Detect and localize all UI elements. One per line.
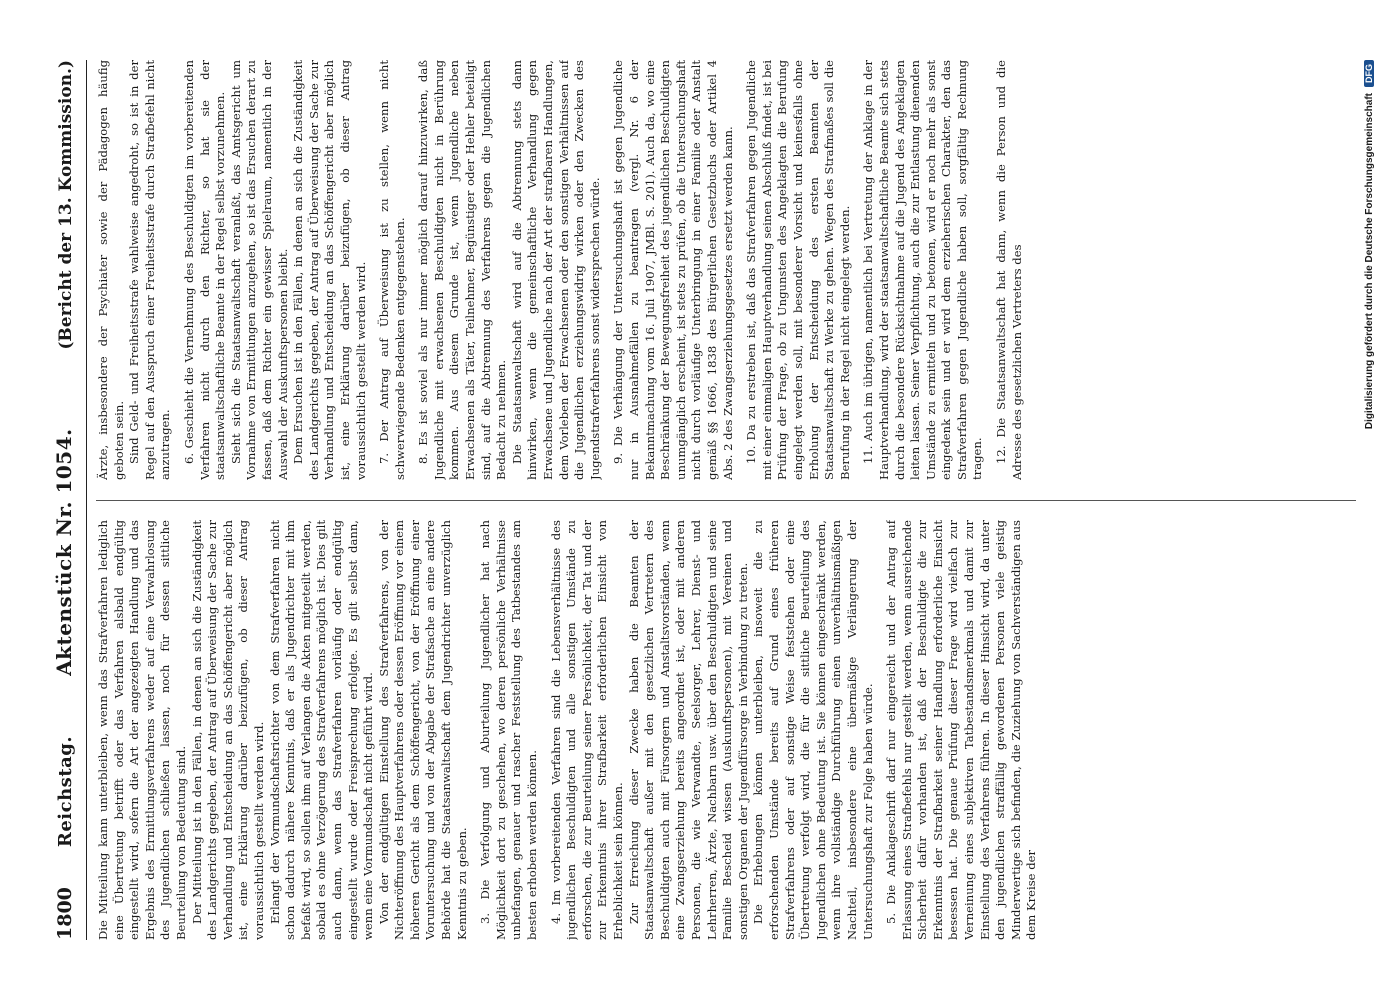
paragraph: Die Erhebungen können unterbleiben, insoweit die zu erforschenden Umstände bereits auf Grund eines früheren Strafverfahrens oder auf sonstige Weise feststehen oder eine Übertretung verfolgt wird, die für die sittliche Beurteilung des Jugendlichen ohne Bedeutung ist. Sie können eingeschränkt werden, wenn ihre vollständige Durchführung einen unverhältnismäßigen Nachteil, insbesondere eine übermäßige Verlängerung der Untersuchungshaft zur Folge haben würde. [751,520,875,940]
paragraph: Ärzte, insbesondere der Psychiater sowie der Pädagogen häufig geboten sein. [96,60,126,480]
paragraph: 9. Die Verhängung der Untersuchungshaft ist gegen Jugendliche nur in Ausnahmefällen zu beantragen (vergl. Nr. 6 der Bekanntmachung vom 16. Juli 1907, JMBl. S. 201). Auch da, wo eine Beschränkung der Bewegungsfreiheit des jugendlichen Beschuldigten unumgänglich erscheint, ist stets zu prüfen, ob die Untersuchungshaft nicht durch vorläufige Unterbringung in einer Familie oder Anstalt gemäß §§ 1666, 1838 des Bürgerlichen Gesetzbuchs oder Artikel 4 Abs. 2 des Zwangserziehungsgesetzes ersetzt werden kann. [611,60,735,480]
paragraph: Erlangt der Vormundschaftsrichter von dem Strafverfahren nicht schon dadurch nähere Kenntnis, daß er als Jugendrichter mit ihm befaßt wird, so sollen ihm auf Verlangen die Akten mitgeteilt werden, sobald es ohne Verzögerung des Strafverfahrens möglich ist. Dies gilt auch dann, wenn das Strafverfahren vorläufig oder endgültig eingestellt wurde oder Freisprechung erfolgte. Es gilt selbst dann, wenn eine Vormundschaft nicht geführt wird. [267,520,376,940]
text-column-left [96,520,1351,940]
header-title: Aktenstück Nr. 1054. [52,428,76,676]
text-column-right [96,60,1351,480]
paragraph: 10. Da zu erstreben ist, daß das Strafverfahren gegen Jugendliche mit einer einmaligen Hauptverhandlung seinen Abschluß findet, ist bei Prüfung der Frage, ob zu Ungunsten des Angeklagten die Berufung eingelegt werden soll, mit besonderer Vorsicht und keinesfalls ohne Erholung der Entscheidung des ersten Beamten der Staatsanwaltschaft zu Werke zu gehen. Wegen des Strafmaßes soll die Berufung in der Regel nicht eingelegt werden. [744,60,852,480]
column-divider [96,500,1356,501]
header-left: Reichstag. [55,735,76,848]
paragraph: 5. Die Anklageschrift darf nur eingereicht und der Antrag auf Erlassung eines Strafbefehls nur gestellt werden, wenn ausreichende Sicherheit dafür vorhanden ist, daß der Beschuldigte die zur Erkenntnis der Strafbarkeit seiner Handlung erforderliche Einsicht besessen hat. Die genaue Prüfung dieser Frage wird vielfach zur Verneinung eines subjektiven Tatbestandsmerkmals und damit zur Einstellung des Verfahrens führen. In dieser Hinsicht wird, da unter den jugendlichen straffällig gewordenen Personen viele geistig Minderwertige sich befinden, die Zuziehung von Sachverständigen aus dem Kreise der [884,520,1039,940]
page-number: 1800 [54,887,76,940]
paragraph: 6. Geschieht die Vernehmung des Beschuldigten im vorbereitenden Verfahren nicht durch den Richter, so hat sie der staatsanwaltschaftliche Beamte in der Regel selbst vorzunehmen. [181,60,228,480]
paragraph: 12. Die Staatsanwaltschaft hat dann, wenn die Person und die Adresse des gesetzlichen Vertreters des [994,60,1024,480]
paragraph: 11. Auch im übrigen, namentlich bei Vertretung der Anklage in der Hauptverhandlung, wird der staatsanwaltschaftliche Beamte sich stets durch die besondere Rücksichtnahme auf die Jugend des Angeklagten leiten lassen. Seiner Verpflichtung, auch die zur Entlastung dienenden Umstände zu ermitteln und zu betonen, wird er noch mehr als sonst eingedenk sein und er wird dem erzieherischen Charakter, den das Strafverfahren gegen Jugendliche haben soll, sorgfältig Rechnung tragen. [861,60,985,480]
paragraph: Von der endgültigen Einstellung des Strafverfahrens, von der Nichteröffnung des Hauptverfahrens oder dessen Eröffnung vor einem höheren Gericht als dem Schöffengericht, von der Eröffnung einer Voruntersuchung und von der Abgabe der Strafsache an eine andere Behörde hat die Staatsanwaltschaft dem Jugendrichter unverzüglich Kenntnis zu geben. [376,520,469,940]
paragraph: Der Mitteilung ist in den Fällen, in denen an sich die Zuständigkeit des Landgerichts gegeben, der Antrag auf Überweisung der Sache zur Verhandlung und Entscheidung an das Schöffengericht aber möglich ist, eine Erklärung darüber beizufügen, ob dieser Antrag voraussichtlich gestellt werden wird. [189,520,266,940]
paragraph: 8. Es ist soviel als nur immer möglich darauf hinzuwirken, daß Jugendliche mit erwachsenen Beschuldigten nicht in Berührung kommen. Aus diesem Grunde ist, wenn Jugendliche neben Erwachsenen als Täter, Teilnehmer, Begünstiger oder Hehler beteiligt sind, auf die Abtrennung des Verfahrens gegen die Jugendlichen Bedacht zu nehmen. [416,60,509,480]
paragraph: 4. Im vorbereitenden Verfahren sind die Lebensverhältnisse des jugendlichen Beschuldigten und alle sonstigen Umstände zu erforschen, die zur Beurteilung seiner Persönlichkeit, der Tat und der zur Erkenntnis ihrer Strafbarkeit erforderlichen Einsicht von Erheblichkeit sein können. [548,520,625,940]
header-rule [86,60,87,940]
paragraph: Sind Geld- und Freiheitsstrafe wahlweise angedroht, so ist in der Regel auf den Ausspruch einer Freiheitsstrafe durch Strafbefehl nicht anzutragen. [127,60,173,480]
paragraph: Zur Erreichung dieser Zwecke haben die Beamten der Staatsanwaltschaft außer mit den gesetzlichen Vertretern des Beschuldigten auch mit Fürsorgern und Anstaltsvorständen, wenn eine Zwangserziehung bereits angeordnet ist, oder mit anderen Personen, die wie Verwandte, Seelsorger, Lehrer, Dienst- und Lehrherren, Ärzte, Nachbarn usw. über den Beschuldigten und seine Familie Bescheid wissen (Auskunftspersonen), mit Vereinen und sonstigen Organen der Jugendfürsorge in Verbindung zu treten. [626,520,750,940]
paragraph: Sieht sich die Staatsanwaltschaft veranlaßt, das Amtsgericht um Vornahme von Ermittlungen anzugehen, so ist das Ersuchen derart zu fassen, daß dem Richter ein gewisser Spielraum, namentlich in der Auswahl der Auskunftspersonen bleibt. [228,60,290,480]
dfg-logo: DFG [1364,60,1374,87]
paragraph: Die Mitteilung kann unterbleiben, wenn das Strafverfahren lediglich eine Übertretung betrifft oder das Verfahren alsbald endgültig eingestellt wird, sofern die Art der angezeigten Handlung und das Ergebnis des Ermittlungsverfahrens weder auf eine Verwahrlosung des Jugendlichen schließen lassen, noch für dessen sittliche Beurteilung von Bedeutung sind. [96,520,188,940]
page-header [52,60,82,940]
paragraph: 3. Die Verfolgung und Aburteilung Jugendlicher hat nach Möglichkeit dort zu geschehen, wo deren persönliche Verhältnisse unbefangen, genauer und rascher Feststellung des Tatbestandes am besten erhoben werden können. [478,520,540,940]
paragraph: 7. Der Antrag auf Überweisung ist zu stellen, wenn nicht schwerwiegende Bedenken entgegenstehen. [377,60,407,480]
digitization-credit [1362,60,1376,940]
credit-text: Digitalisierung gefördert durch die Deutsche Forschungsgemeinschaft [1363,93,1375,430]
header-right: (Bericht der 13. Kommission.) [56,60,76,350]
paragraph: Dem Ersuchen ist in den Fällen, in denen an sich die Zuständigkeit des Landgerichts gegeben, der Antrag auf Überweisung der Sache zur Verhandlung und Entscheidung an das Schöffengericht aber möglich ist, eine Erklärung darüber beizufügen, ob dieser Antrag voraussichtlich gestellt werden wird. [291,60,368,480]
paragraph: Die Staatsanwaltschaft wird auf die Abtrennung stets dann hinwirken, wenn die gemeinschaftliche Verhandlung gegen Erwachsene und Jugendliche nach der Art der strafbaren Handlungen, dem Vorleben der Erwachsenen oder den sonstigen Verhältnissen auf die Jugendlichen erziehungswidrig wirken oder den Zwecken des Jugendstrafverfahrens sonst widersprechen würde. [509,60,602,480]
